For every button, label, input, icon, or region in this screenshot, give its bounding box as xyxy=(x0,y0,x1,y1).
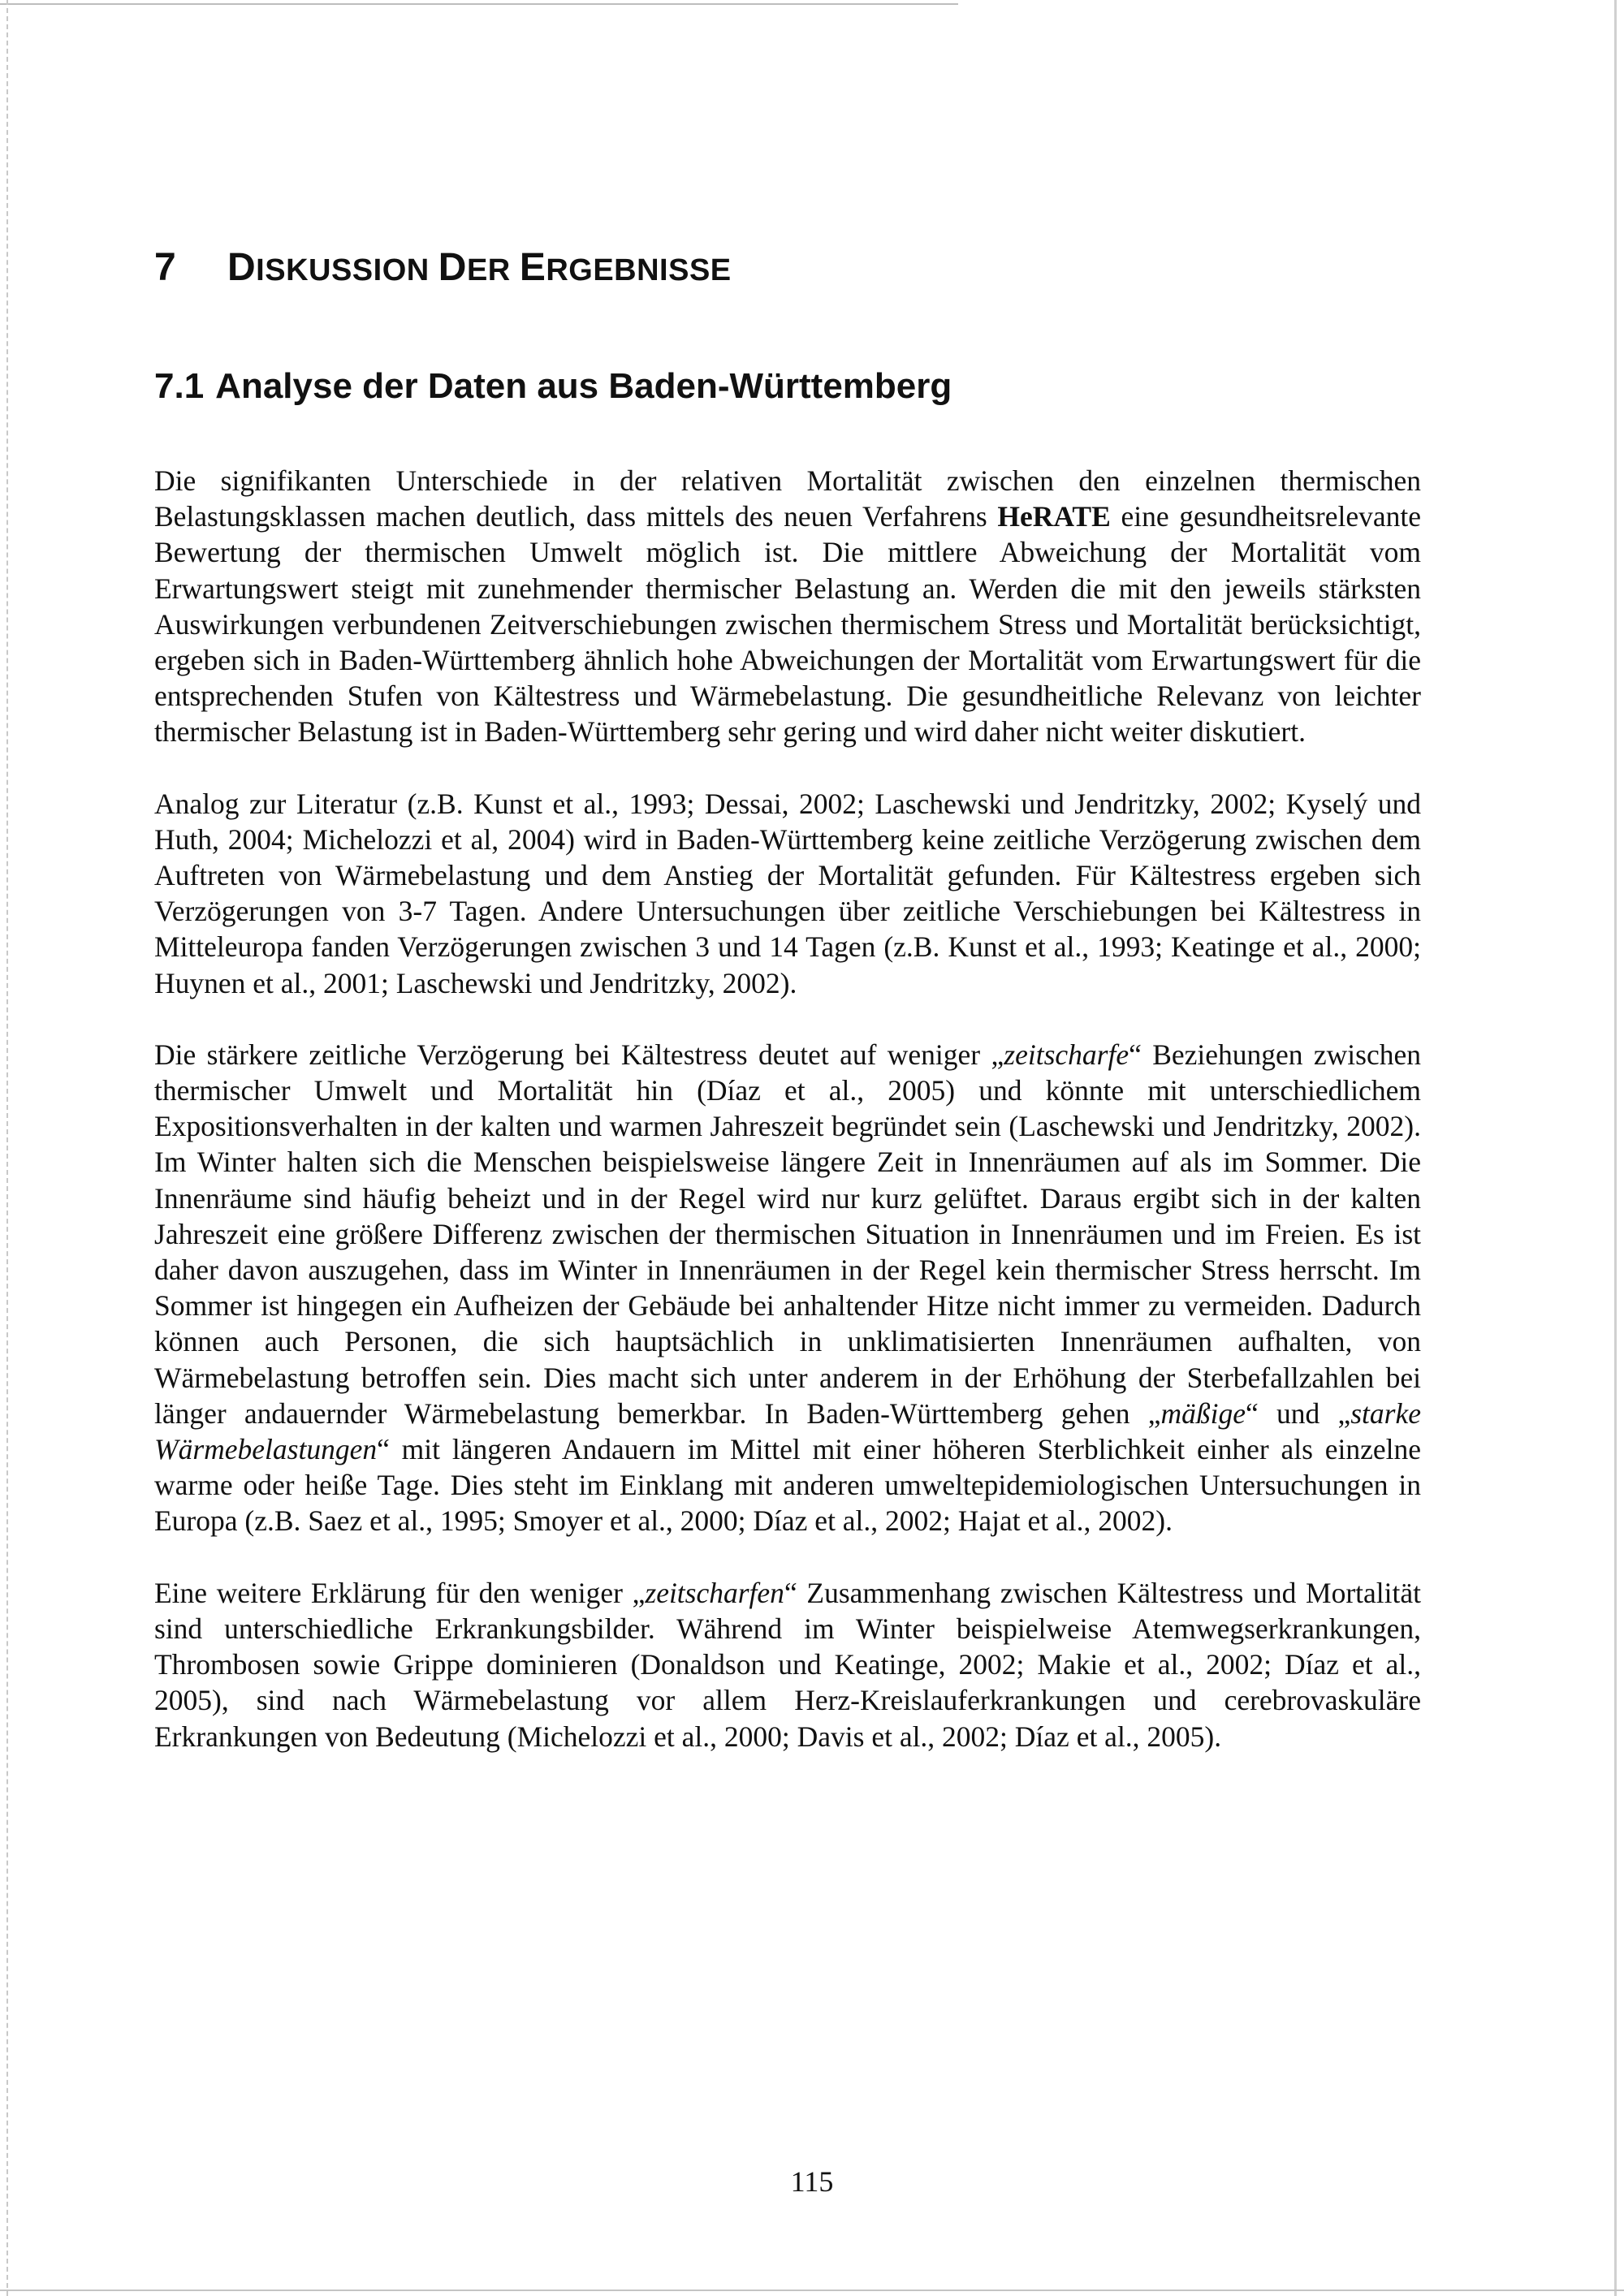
chapter-title: DISKUSSION DER ERGEBNISSE xyxy=(227,246,732,289)
scan-edge-top xyxy=(0,3,958,5)
italic-text-run: zeitscharfe xyxy=(1004,1038,1129,1071)
chapter-number: 7 xyxy=(154,246,177,289)
section-heading xyxy=(154,364,952,409)
italic-text-run: mäßige xyxy=(1160,1396,1246,1430)
paragraph xyxy=(154,786,1421,1001)
text-run: Die signifikanten Unterschiede in der relativen Mortalität zwischen den einzelnen thermischen Belastungsklassen machen deutlich, dass mittels des neuen Verfahrens xyxy=(154,464,1421,533)
text-run: “ und „ xyxy=(1246,1396,1351,1430)
italic-text-run: zeitscharfen xyxy=(645,1576,784,1609)
bold-text-run: HeRATE xyxy=(997,500,1111,533)
section-number: 7.1 xyxy=(154,366,205,406)
text-run: “ Beziehungen zwischen thermischer Umwelt und Mortalität hin (Díaz et al., 2005) und könnte mit unterschiedlichem Expositionsverhalten in der kalten und warmen Jahreszeit begründet sein (Laschewski und Jendritzky, 2002). Im Winter halten sich die Menschen beispielsweise längere Zeit in Innenräumen auf als im Sommer. Die Innenräume sind häufig beheizt und in der Regel wird nur kurz gelüftet. Daraus ergibt sich in der kalten Jahreszeit eine größere Differenz zwischen der thermischen Situation in Innenräumen und im Freien. Es ist daher davon auszugehen, dass im Winter in Innenräumen in der Regel kein thermischer Stress herrscht. Im Sommer ist hingegen ein Aufheizen der Gebäude bei anhaltender Hitze nicht immer zu vermeiden. Dadurch können auch Personen, die sich hauptsächlich in unklimatisierten Innenräumen aufhalten, von Wärmebelastung betroffen sein. Dies macht sich unter anderem in der Erhöhung der Sterbefallzahlen bei länger andauernder Wärmebelastung bemerkbar. In Baden-Württemberg gehen „ xyxy=(154,1038,1421,1430)
paragraph xyxy=(154,1575,1421,1754)
chapter-heading xyxy=(154,244,732,295)
text-run: eine gesundheitsrelevante Bewertung der thermischen Umwelt möglich ist. Die mittlere Abweichung der Mortalität vom Erwartungswert steigt mit zunehmender thermischer Belastung an. Werden die mit den jeweils stärksten Auswirkungen verbundenen Zeitverschiebungen zwischen thermischem Stress und Mortalität berücksichtigt, ergeben sich in Baden-Württemberg ähnlich hohe Abweichungen der Mortalität vom Erwartungswert für die entsprechenden Stufen von Kältestress und Wärmebelastung. Die gesundheitliche Relevanz von leichter thermischer Belastung ist in Baden-Württemberg sehr gering und wird daher nicht weiter diskutiert. xyxy=(154,500,1421,749)
paragraph xyxy=(154,1037,1421,1539)
text-run: Die stärkere zeitliche Verzögerung bei Kältestress deutet auf weniger „ xyxy=(154,1038,1004,1071)
scan-edge-bottom xyxy=(0,2290,1624,2291)
text-run: “ mit längeren Andauern im Mittel mit einer höheren Sterblichkeit einher als einzelne warme oder heiße Tage. Dies steht im Einklang mit anderen umweltepidemiologischen Untersuchungen in Europa (z.B. Saez et al., 1995; Smoyer et al., 2000; Díaz et al., 2002; Hajat et al., 2002). xyxy=(154,1433,1421,1538)
body-text xyxy=(154,463,1421,1790)
page-number: 115 xyxy=(790,2165,834,2198)
section-title: Analyse der Daten aus Baden-Württemberg xyxy=(215,366,952,406)
italic-text-run: starke Wärmebelastungen xyxy=(154,1396,1421,1466)
text-run: Analog zur Literatur (z.B. Kunst et al., 1993; Dessai, 2002; Laschewski und Jendritzky, 2002; Kyselý und Huth, 2004; Michelozzi et al, 2004) wird in Baden-Württemberg keine zeitliche Verzögerung zwischen dem Auftreten von Wärmebelastung und dem Anstieg der Mortalität gefunden. Für Kältestress ergeben sich Verzögerungen von 3-7 Tagen. Andere Untersuchungen über zeitliche Verschiebungen bei Kältestress in Mitteleuropa fanden Verzögerungen zwischen 3 und 14 Tagen (z.B. Kunst et al., 1993; Keatinge et al., 2000; Huynen et al., 2001; Laschewski und Jendritzky, 2002). xyxy=(154,787,1421,999)
scan-edge-left xyxy=(6,0,8,2296)
text-run: “ Zusammenhang zwischen Kältestress und Mortalität sind unterschiedliche Erkrankungsbilder. Während im Winter beispielweise Atemwegserkrankungen, Thrombosen sowie Grippe dominieren (Donaldson und Keatinge, 2002; Makie et al., 2002; Díaz et al., 2005), sind nach Wärmebelastung vor allem Herz-Kreislauferkrankungen und cerebrovaskuläre Erkrankungen von Bedeutung (Michelozzi et al., 2000; Davis et al., 2002; Díaz et al., 2005). xyxy=(154,1576,1421,1753)
paragraph xyxy=(154,463,1421,750)
scan-edge-right xyxy=(1614,0,1617,2296)
text-run: Eine weitere Erklärung für den weniger „ xyxy=(154,1576,646,1609)
